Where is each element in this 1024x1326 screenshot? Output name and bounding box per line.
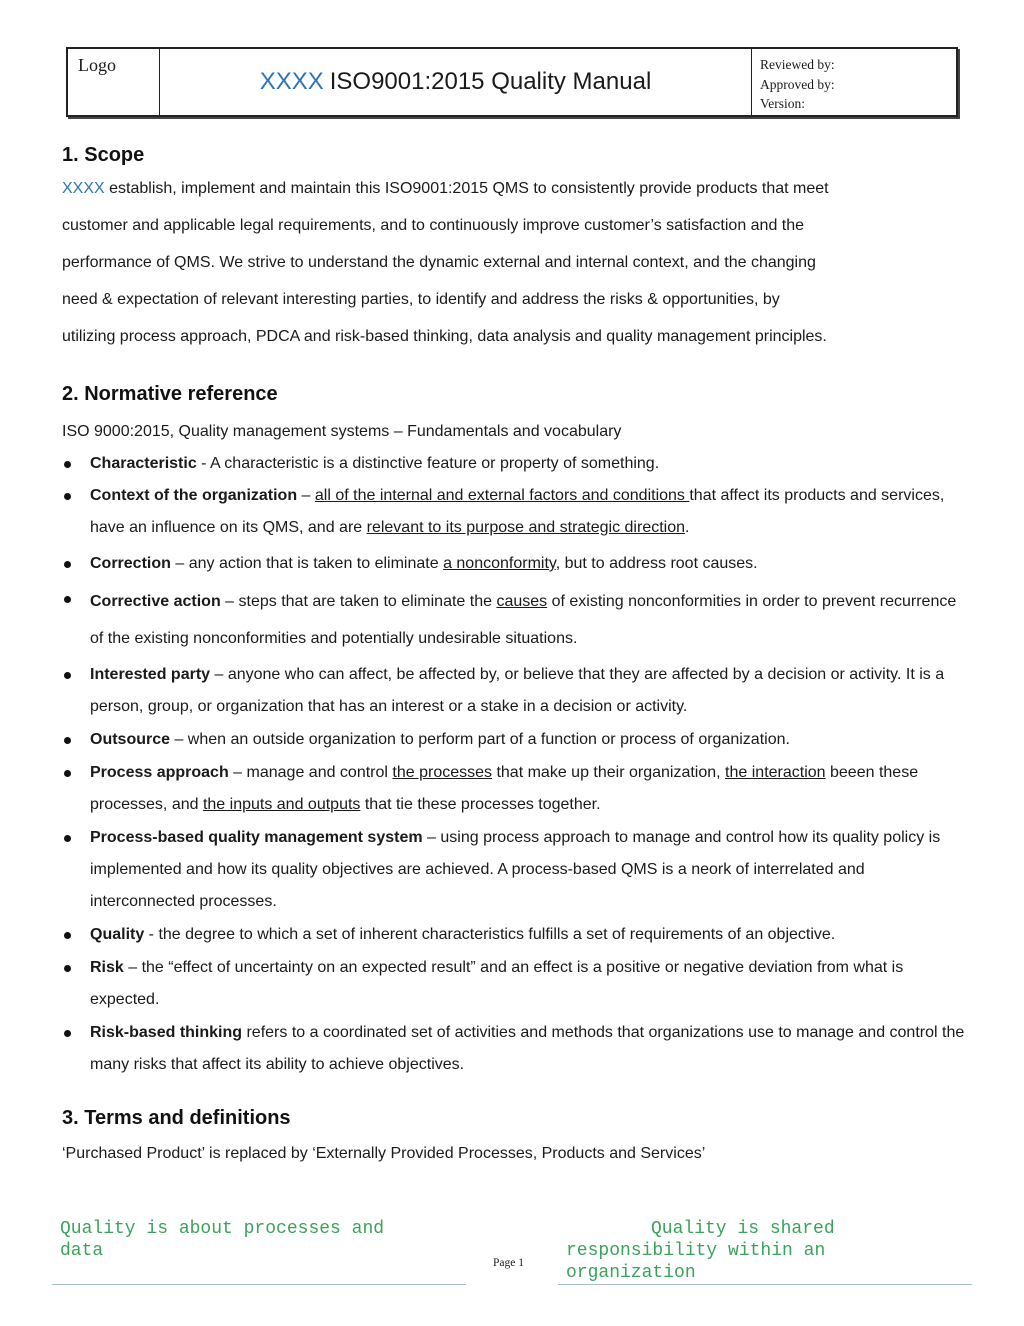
definition-item: Correction – any action that is taken to eliminate a nonconformity, but to address root causes. [62,548,972,580]
definition-item: Process-based quality management system – using process approach to manage and control how its quality policy is implemented and how its quality objectives are achieved. A process-based QMS is a neork of interrelated and interconnected processes. [62,822,972,918]
footer-rule-right [558,1284,972,1285]
scope-company-name: XXXX [62,180,105,197]
definition-item: Context of the organization – all of the internal and external factors and conditions that affect its products and services, have an influence on its QMS, and are relevant to its purpose and strategic direction. [62,480,972,544]
document-body [62,140,972,1166]
definition-item: Outsource – when an outside organization to perform part of a function or process of organization. [62,724,972,756]
definition-item: Risk – the “effect of uncertainty on an expected result” and an effect is a positive or negative deviation from what is expected. [62,952,972,1016]
manual-title: ISO9001:2015 Quality Manual [329,68,652,95]
document-header [66,47,958,117]
definition-list [62,448,972,1081]
terms-definitions-heading: 3. Terms and definitions [62,1107,291,1129]
reviewed-by-label: Reviewed by: [760,57,835,72]
approved-by-label: Approved by: [760,76,835,92]
document-title [160,49,752,115]
page-number: Page 1 [493,1257,524,1269]
definition-item: Process approach – manage and control the processes that make up their organization, the interaction beeen these processes, and the inputs and outputs that tie these processes together. [62,757,972,821]
footer-rule-left [52,1284,466,1285]
definition-item: Interested party – anyone who can affect, be affected by, or believe that they are affected by a decision or activity. It is a person, group, or organization that has an interest or a stake in a decision or activity. [62,659,972,723]
normative-reference-heading: 2. Normative reference [62,383,278,405]
company-name: XXXX [259,68,324,95]
footer-quote-right: Quality is shared responsibility within an organization [566,1219,835,1283]
logo-placeholder: Logo [68,49,160,115]
approval-block [752,49,956,115]
definition-item: Corrective action – steps that are taken to eliminate the causes of existing nonconformities in order to prevent recurrence of the existing nonconformities and potentially undesirable situations. [62,583,972,657]
definition-item: Quality - the degree to which a set of inherent characteristics fulfills a set of requirements of an objective. [62,919,972,951]
terms-definitions-text: ‘Purchased Product’ is replaced by ‘Externally Provided Processes, Products and Services’ [62,1145,706,1162]
version-label: Version: [760,96,805,111]
scope-paragraph: XXXX establish, implement and maintain this ISO9001:2015 QMS to consistently provide products that meet customer and applicable legal requirements, and to continuously improve customer’s satisfaction and the performance of QMS. We strive to understand the dynamic external and internal context, and the changing need & expectation of relevant interesting parties, to identify and address the risks & opportunities, by utilizing process approach, PDCA and risk-based thinking, data analysis and quality management principles. [62,180,829,345]
definition-item: Risk-based thinking refers to a coordinated set of activities and methods that organizations use to manage and control the many risks that affect its ability to achieve objectives. [62,1017,972,1081]
footer-quote-left: Quality is about processes and data [60,1219,385,1261]
definition-item: Characteristic - A characteristic is a distinctive feature or property of something. [62,448,972,480]
normative-reference-intro: ISO 9000:2015, Quality management systems – Fundamentals and vocabulary [62,423,622,440]
scope-heading: 1. Scope [62,144,145,166]
